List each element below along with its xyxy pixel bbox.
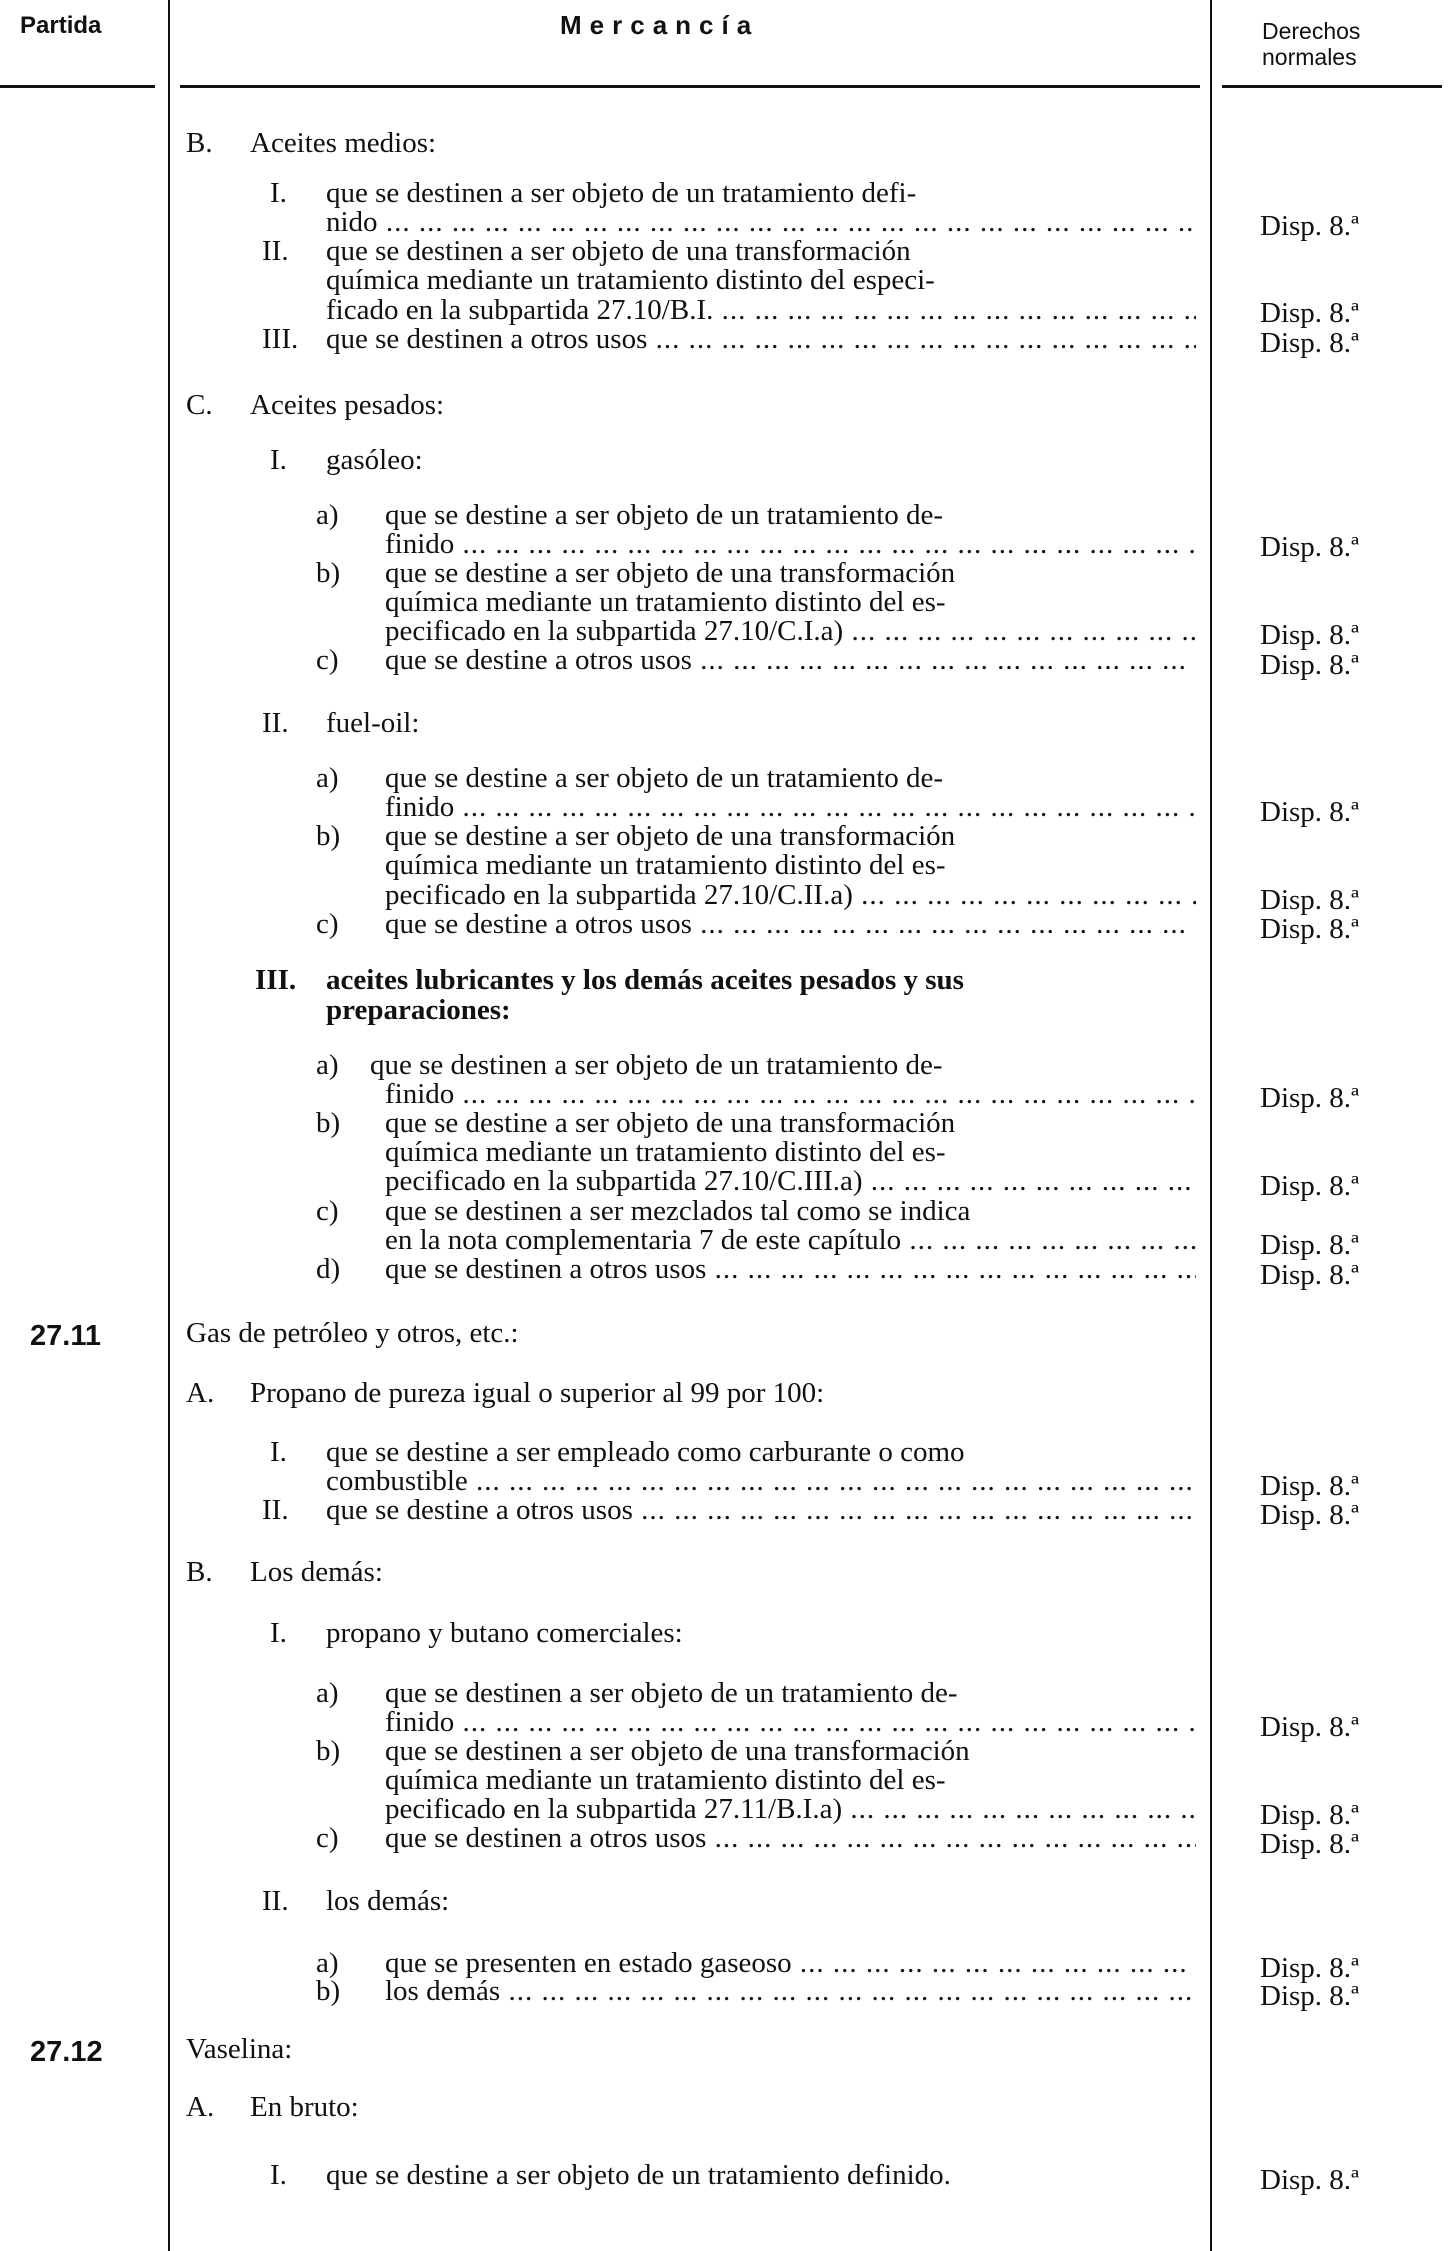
item-text — [326, 207, 1196, 237]
partida-number: 27.12 — [30, 2036, 103, 2068]
subitem-text — [385, 1079, 1196, 1109]
subitem-text: que se destine a ser objeto de un tratamiento de- — [385, 500, 944, 530]
item-label: I. — [270, 177, 287, 209]
subitem-text — [385, 1794, 1196, 1824]
header-derechos-line2: normales — [1262, 44, 1357, 70]
duty-value: Disp. 8.ª — [1260, 1082, 1360, 1114]
subitem-text: que se destinen a ser objeto de una transformación — [385, 1736, 970, 1766]
item-label: I. — [270, 1617, 287, 1649]
duty-value: Disp. 8.ª — [1260, 1952, 1360, 1984]
item-text: que se destinen a ser objeto de una transformación — [326, 236, 911, 266]
duty-value: Disp. 8.ª — [1260, 619, 1360, 651]
duty-value: Disp. 8.ª — [1260, 1259, 1360, 1291]
column-divider-left — [168, 0, 170, 2251]
subitem-text-end: en la nota complementaria 7 de este capítulo — [385, 1225, 902, 1255]
section-title: Los demás: — [250, 1556, 383, 1588]
partida-number: 27.11 — [30, 1320, 101, 1352]
duty-value: Disp. 8.ª — [1260, 531, 1360, 563]
duty-value: Disp. 8.ª — [1260, 297, 1360, 329]
item-label: III. — [262, 323, 299, 355]
subitem-text-end: que se destine a otros usos — [385, 645, 692, 675]
item-label: I. — [270, 1436, 287, 1468]
subitem-label: b) — [316, 1735, 341, 1767]
duty-value: Disp. 8.ª — [1260, 796, 1360, 828]
subitem-text-end: finido — [385, 529, 455, 559]
duty-value: Disp. 8.ª — [1260, 327, 1360, 359]
duty-value: Disp. 8.ª — [1260, 884, 1360, 916]
subitem-text — [385, 645, 1196, 675]
subitem-text: que se destinen a ser mezclados tal como se indica — [385, 1196, 971, 1226]
duty-value: Disp. 8.ª — [1260, 1470, 1360, 1502]
duty-value: Disp. 8.ª — [1260, 649, 1360, 681]
subitem-label: c) — [316, 1195, 339, 1227]
subitem-label: d) — [316, 1253, 341, 1285]
subitem-text-end: que se destinen a otros usos — [385, 1823, 707, 1853]
header-rule-mercancia — [180, 85, 1200, 88]
section-title: Aceites medios: — [250, 127, 437, 159]
subitem-label: c) — [316, 644, 339, 676]
column-divider-right — [1210, 0, 1212, 2251]
item-text: que se destinen a ser objeto de un tratamiento defi- — [326, 178, 917, 208]
duty-value: Disp. 8.ª — [1260, 210, 1360, 242]
item-title: los demás: — [326, 1885, 450, 1917]
subitem-label: c) — [316, 908, 339, 940]
subitem-text — [385, 529, 1196, 559]
header-partida: Partida — [20, 12, 102, 39]
section-title: En bruto: — [250, 2091, 359, 2123]
subitem-text-end: finido — [385, 1707, 455, 1737]
duty-value: Disp. 8.ª — [1260, 1980, 1360, 2012]
item-label: I. — [270, 2159, 287, 2191]
duty-value: Disp. 8.ª — [1260, 913, 1360, 945]
subitem-text-end: pecificado en la subpartida 27.11/B.I.a) — [385, 1794, 843, 1824]
subitem-text — [385, 1948, 1196, 1978]
duty-value: Disp. 8.ª — [1260, 1828, 1360, 1860]
item-text: química mediante un tratamiento distinto del especi- — [326, 265, 935, 295]
item-title: gasóleo: — [326, 444, 423, 476]
subitem-label: a) — [316, 1947, 339, 1979]
partida-title: Vaselina: — [186, 2033, 293, 2065]
subitem-label: b) — [316, 1975, 341, 2007]
subitem-text-end: que se presenten en estado gaseoso — [385, 1948, 792, 1978]
item-title: fuel-oil: — [326, 707, 420, 739]
subitem-text: química mediante un tratamiento distinto del es- — [385, 850, 946, 880]
subitem-label: b) — [316, 557, 341, 589]
item-title: aceites lubricantes y los demás aceites pesados y sus — [326, 965, 964, 995]
section-label: B. — [186, 1556, 213, 1588]
subitem-label: a) — [316, 1677, 339, 1709]
item-text-end: que se destine a otros usos — [326, 1495, 633, 1525]
section-label: C. — [186, 389, 213, 421]
subitem-text — [385, 1976, 1196, 2006]
item-text-end: combustible — [326, 1466, 468, 1496]
partida-title: Gas de petróleo y otros, etc.: — [186, 1317, 519, 1349]
item-label: II. — [262, 235, 289, 267]
subitem-text — [385, 1166, 1196, 1196]
header-rule-partida — [0, 85, 155, 88]
subitem-text-end: finido — [385, 1079, 455, 1109]
item-text — [326, 295, 1196, 325]
item-text: que se destine a ser objeto de un tratamiento definido. — [326, 2160, 951, 2190]
section-label: A. — [186, 1377, 215, 1409]
item-text — [326, 1466, 1196, 1496]
duty-value: Disp. 8.ª — [1260, 1711, 1360, 1743]
subitem-text-end: pecificado en la subpartida 27.10/C.I.a) — [385, 616, 844, 646]
subitem-text: que se destinen a ser objeto de un tratamiento de- — [385, 1678, 958, 1708]
item-label: II. — [262, 707, 289, 739]
subitem-text — [385, 1225, 1196, 1255]
subitem-text — [385, 616, 1196, 646]
subitem-text — [385, 909, 1196, 939]
subitem-label: a) — [316, 762, 339, 794]
item-text-end: que se destinen a otros usos — [326, 324, 648, 354]
subitem-label: a) — [316, 499, 339, 531]
subitem-label: b) — [316, 820, 341, 852]
item-text: que se destine a ser empleado como carburante o como — [326, 1437, 965, 1467]
section-label: A. — [186, 2091, 215, 2123]
item-label: III. — [255, 964, 297, 996]
duty-value: Disp. 8.ª — [1260, 1170, 1360, 1202]
subitem-text: química mediante un tratamiento distinto del es- — [385, 1765, 946, 1795]
subitem-text: química mediante un tratamiento distinto del es- — [385, 587, 946, 617]
subitem-text: química mediante un tratamiento distinto del es- — [385, 1137, 946, 1167]
item-text-end: ficado en la subpartida 27.10/B.I. — [326, 295, 714, 325]
item-text-end: nido — [326, 207, 378, 237]
subitem-text — [385, 1707, 1196, 1737]
item-label: II. — [262, 1494, 289, 1526]
subitem-text — [385, 1823, 1196, 1853]
subitem-text: que se destine a ser objeto de una transformación — [385, 558, 956, 588]
item-text — [326, 1495, 1196, 1525]
item-text — [326, 324, 1196, 354]
duty-value: Disp. 8.ª — [1260, 1799, 1360, 1831]
subitem-text-end: pecificado en la subpartida 27.10/C.II.a) — [385, 880, 853, 910]
subitem-text: que se destine a ser objeto de una transformación — [385, 821, 956, 851]
section-title: Propano de pureza igual o superior al 99 por 100: — [250, 1377, 825, 1409]
subitem-text — [385, 1254, 1196, 1284]
subitem-text — [385, 880, 1196, 910]
subitem-text-end: los demás — [385, 1976, 501, 2006]
subitem-text: que se destinen a ser objeto de un tratamiento de- — [370, 1050, 943, 1080]
section-label: B. — [186, 127, 213, 159]
section-title: Aceites pesados: — [250, 389, 445, 421]
subitem-label: c) — [316, 1822, 339, 1854]
subitem-text: que se destine a ser objeto de un tratamiento de- — [385, 763, 944, 793]
header-derechos-line1: Derechos — [1262, 18, 1361, 44]
item-label: I. — [270, 444, 287, 476]
header-rule-derechos — [1222, 85, 1442, 88]
subitem-text-end: que se destine a otros usos — [385, 909, 692, 939]
item-title: preparaciones: — [326, 995, 511, 1025]
subitem-text — [385, 792, 1196, 822]
item-label: II. — [262, 1885, 289, 1917]
subitem-text-end: pecificado en la subpartida 27.10/C.III.a) — [385, 1166, 863, 1196]
header-mercancia: Mercancía — [560, 10, 760, 40]
subitem-text: que se destine a ser objeto de una transformación — [385, 1108, 956, 1138]
subitem-label: b) — [316, 1107, 341, 1139]
subitem-label: a) — [316, 1049, 339, 1081]
duty-value: Disp. 8.ª — [1260, 1229, 1360, 1261]
item-title: propano y butano comerciales: — [326, 1617, 683, 1649]
subitem-text-end: finido — [385, 792, 455, 822]
duty-value: Disp. 8.ª — [1260, 1499, 1360, 1531]
duty-value: Disp. 8.ª — [1260, 2164, 1360, 2196]
subitem-text-end: que se destinen a otros usos — [385, 1254, 707, 1284]
